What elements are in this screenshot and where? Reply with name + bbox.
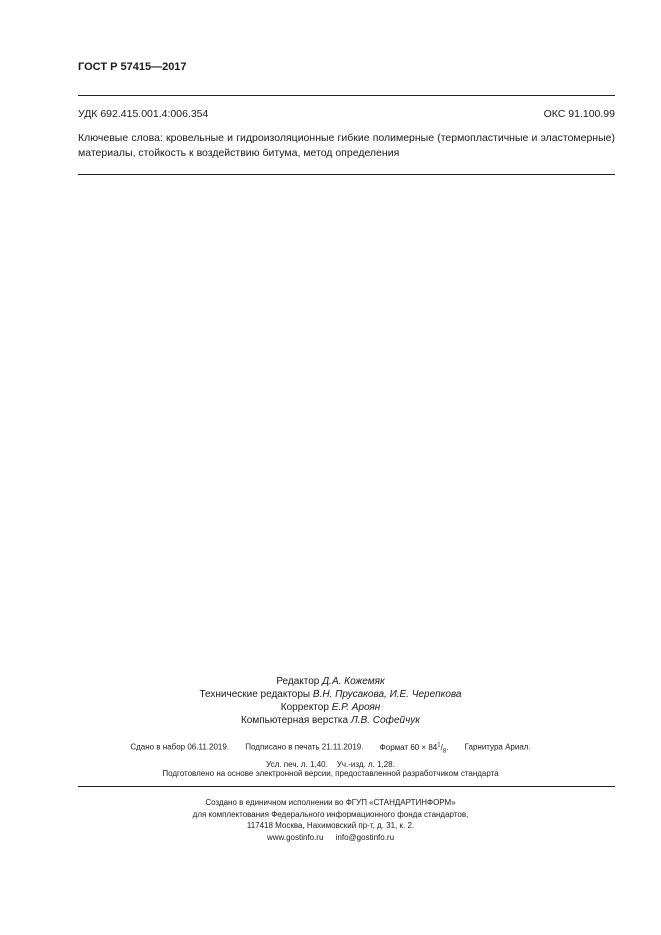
- format-suffix: .: [446, 742, 449, 752]
- credit-role: Технические редакторы: [199, 689, 311, 700]
- credit-role: Корректор: [280, 702, 329, 713]
- publisher-line: Создано в единичном исполнении во ФГУП «СТАНДАРТИНФОРМ»: [205, 798, 456, 807]
- credit-name: В.Н. Прусакова, И.Е. Черепкова: [312, 689, 462, 700]
- signed-date: Подписано в печать 21.11.2019.: [245, 742, 364, 752]
- keywords-divider: [78, 174, 615, 175]
- print-sheets: Усл. печ. л. 1,40.: [266, 760, 328, 770]
- print-info: [0, 738, 661, 772]
- publisher-block: [0, 797, 661, 843]
- credit-name: Е.Р. Ароян: [331, 702, 381, 713]
- credit-line: [0, 714, 661, 727]
- submitted-date: Сдано в набор 06.11.2019.: [130, 742, 230, 752]
- credit-role: Редактор: [276, 676, 320, 687]
- format-prefix: Формат 60 × 84: [379, 742, 438, 752]
- credit-role: Компьютерная верстка: [240, 715, 349, 726]
- keywords-text: Ключевые слова: кровельные и гидроизоляционные гибкие полимерные (термопластичные и эластомерные) материалы, стойкость к воздействию битума, метод определения: [78, 132, 615, 159]
- publishing-sheets: Уч.-изд. л. 1,28.: [336, 760, 395, 770]
- print-line-1: [0, 738, 661, 758]
- prepared-note: Подготовлено на основе электронной версии, предоставленной разработчиком стандарта: [162, 769, 499, 778]
- paper-format: Формат $60 \times 84^1/_8$.: [379, 742, 449, 755]
- bottom-divider: [78, 786, 615, 787]
- standard-code: ГОСТ Р 57415—2017: [78, 61, 187, 73]
- credit-name: Л.В. Софейчук: [350, 715, 421, 726]
- udc-code: УДК 692.415.001.4:006.354: [78, 108, 209, 120]
- credit-name: Д.А. Кожемяк: [322, 676, 385, 687]
- credit-line: [0, 675, 661, 688]
- format-sub: 8: [442, 748, 447, 755]
- publisher-contacts: [0, 832, 661, 844]
- format-sup: 1: [437, 742, 441, 748]
- email-link[interactable]: info@gostinfo.ru: [335, 832, 395, 842]
- credit-line: [0, 701, 661, 714]
- font-info: Гарнитура Ариал.: [464, 742, 531, 752]
- publisher-address: 117418 Москва, Нахимовский пр-т, д. 31, к. 2.: [246, 821, 415, 830]
- website-link[interactable]: www.gostinfo.ru: [266, 832, 324, 842]
- top-divider: [78, 95, 615, 96]
- oks-code: ОКС 91.100.99: [543, 108, 615, 120]
- credit-line: [0, 688, 661, 701]
- publisher-line: для комплектования Федерального информационного фонда стандартов,: [192, 809, 469, 819]
- credits-block: [0, 675, 661, 727]
